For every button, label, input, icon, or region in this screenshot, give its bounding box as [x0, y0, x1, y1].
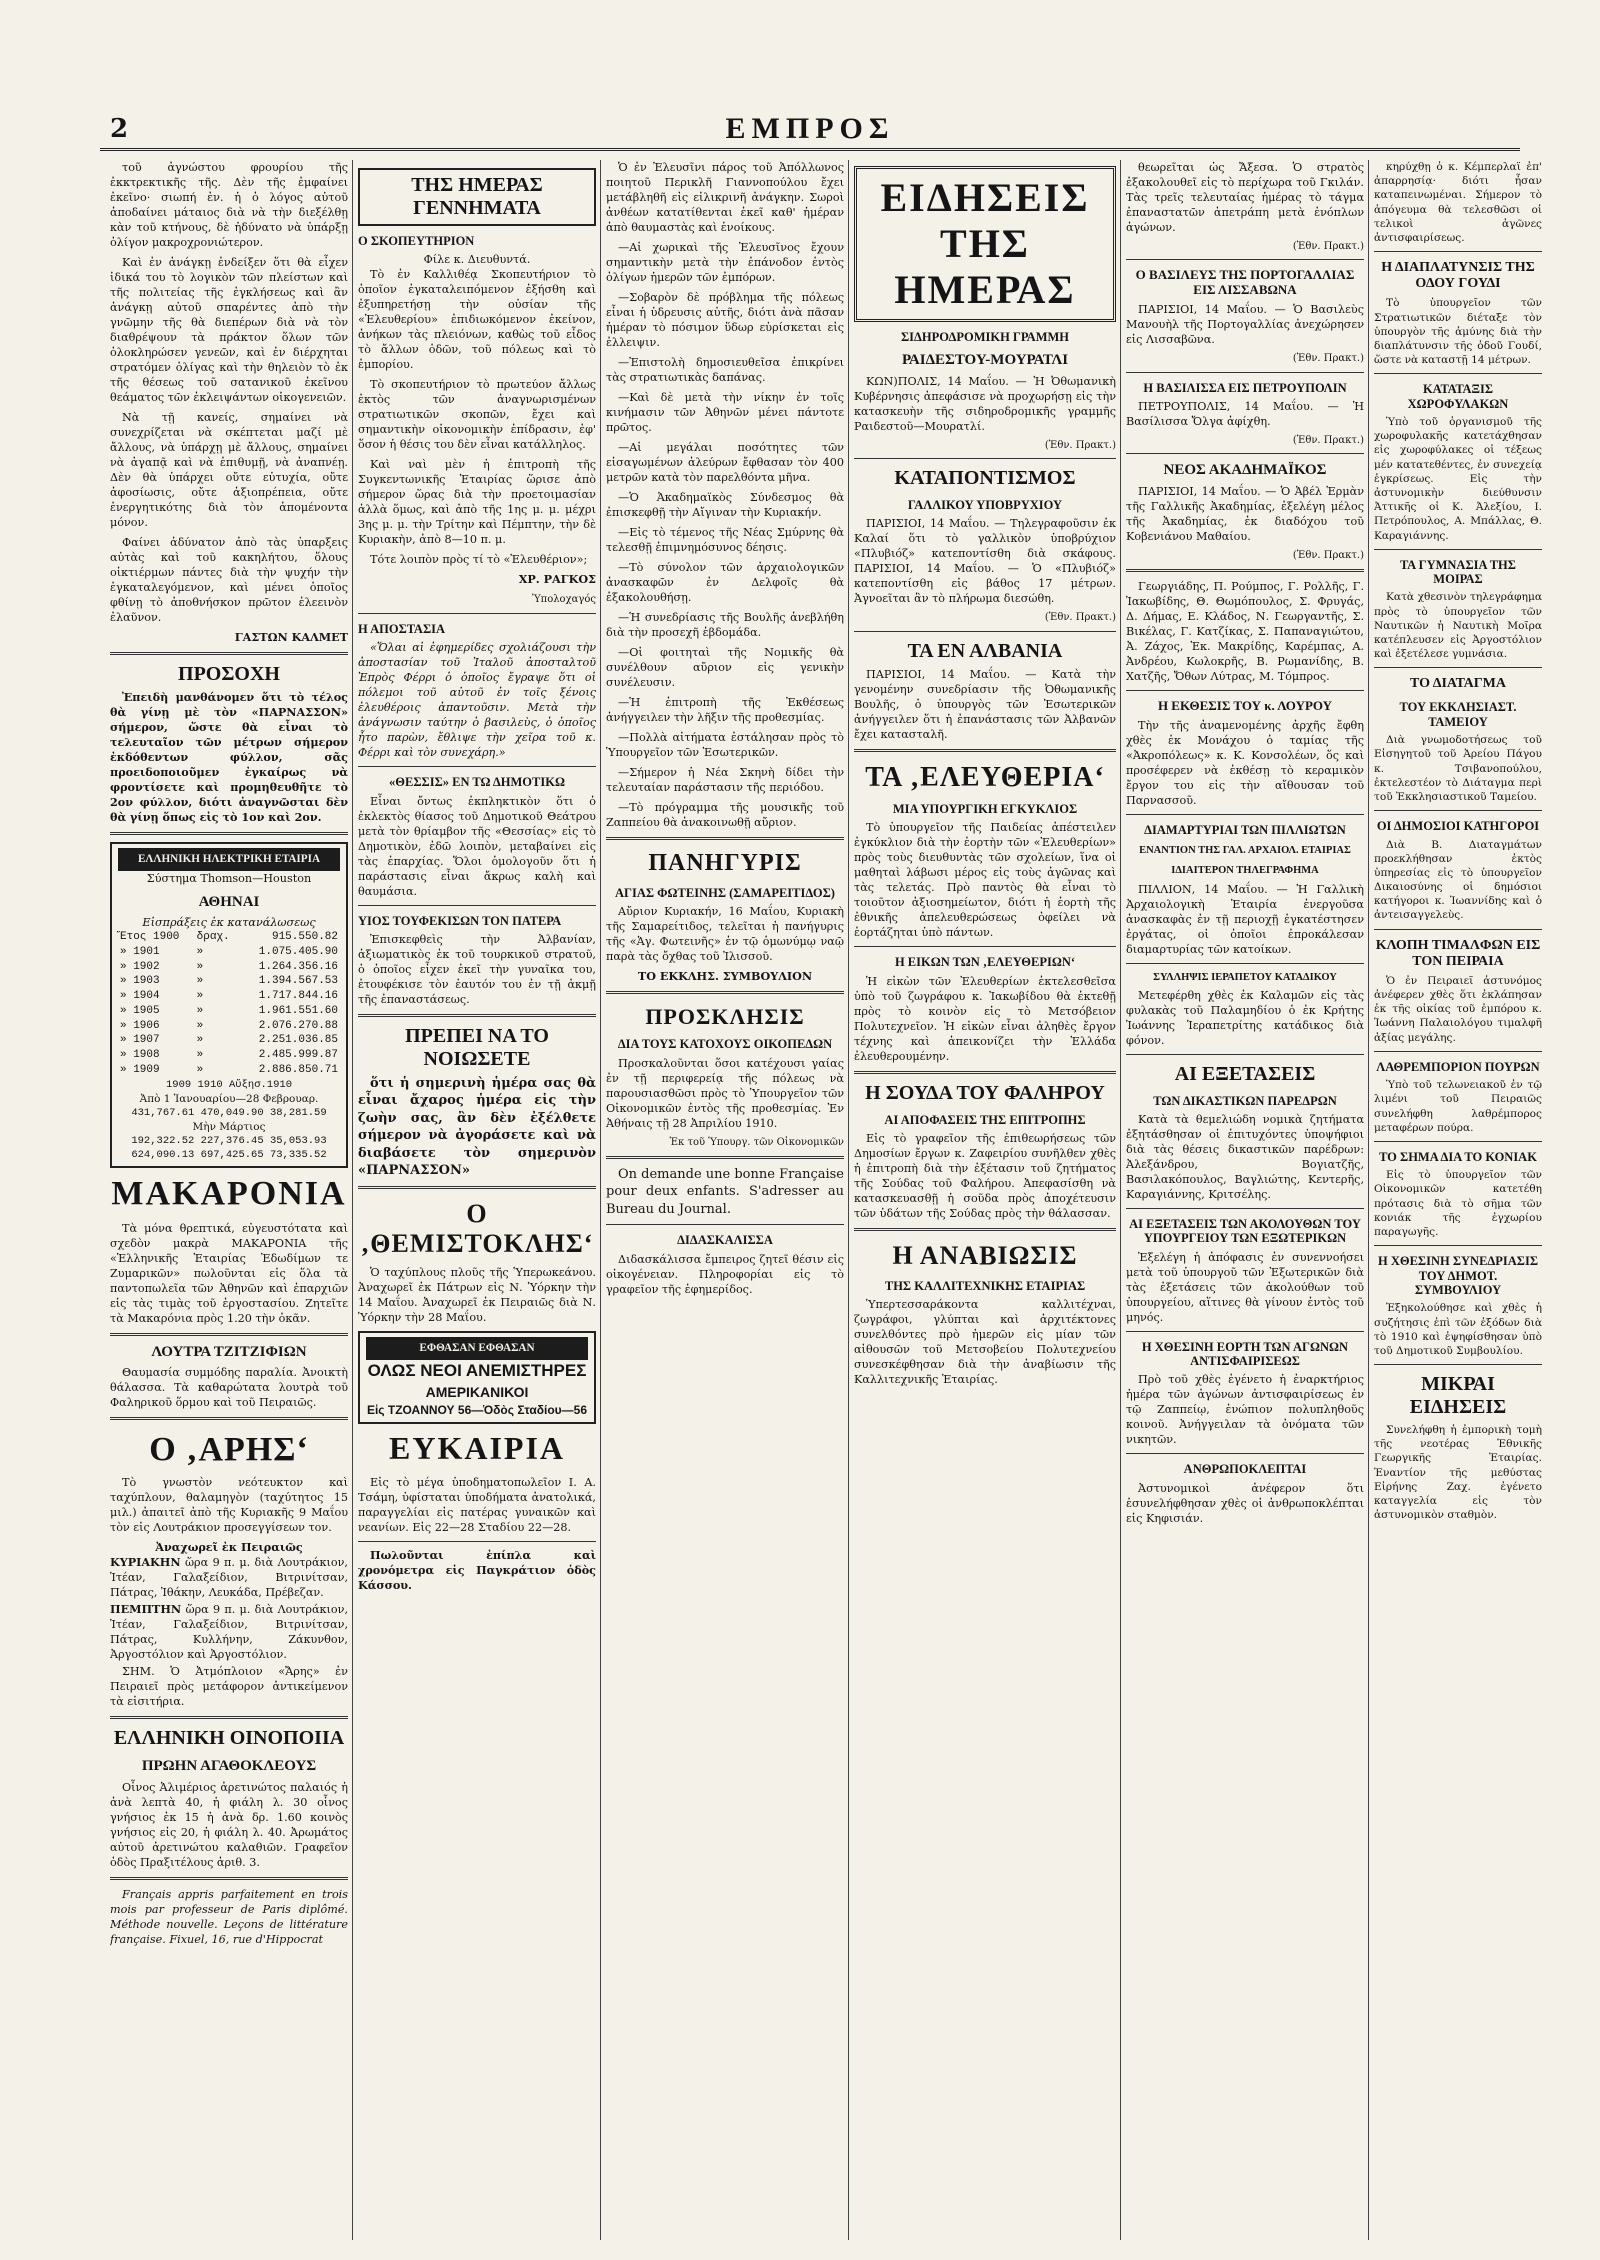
table-row	[118, 989, 340, 1004]
article-paragraph: Καὶ ναὶ μὲν ἡ ἐπιτροπὴ τῆς Συγκεντωνικῆς Ἑταιρίας ὥρισε ἀπὸ σήμερον ὥρας διὰ τὴν προετοιμασίαν ἀλλὰ ὅμως, καὶ ἀπὸ τῆς 1ης μ. μ. μέχρι 3ης μ. μ. τὴν Τρίτην καὶ Πέμπτην, τὴν δὲ Κυριακὴν, ἀπὸ 8—10 π. μ.	[358, 458, 596, 547]
teacher-text: Διδασκάλισσα ἔμπειρος ζητεῖ θέσιν εἰς οἰκογένειαν. Πληροφορίαι εἰς τὸ γραφεῖον τῆς ἐφημερίδος.	[606, 1252, 844, 1296]
bank-city: ΑΘΗΝΑΙ	[198, 894, 260, 910]
year-cell: » 1909	[120, 1063, 160, 1076]
news-item: —Αἱ μεγάλαι ποσότητες τῶν εἰσαγωμένων ἀλεύρων ἔφθασαν τὸν 400 μετρῶν κατὰ τὸν παρελθόντα μῆνα.	[606, 441, 844, 484]
column-rule	[1120, 160, 1121, 2240]
column-3	[606, 160, 844, 2240]
agency-credit: (Ἐθν. Πρακτ.)	[1292, 241, 1364, 252]
departs-label: Ἀναχωρεῖ ἐκ Πειραιῶς	[155, 1540, 303, 1555]
article-title: ΜΙΚΡΑΙ ΕΙΔΗΣΕΙΣ	[1409, 1373, 1507, 1419]
sunday-label: ΚΥΡΙΑΚΗΝ	[110, 1555, 181, 1570]
panegyris-subtitle: ΑΓΙΑΣ ΦΩΤΕΙΝΗΣ (ΣΑΜΑΡΕΙΤΙΔΟΣ)	[615, 885, 835, 900]
article-title: ΚΑΤΑΠΟΝΤΙΣΜΟΣ	[894, 467, 1076, 490]
article-title: ΤΟ ΔΙΑΤΑΓΜΑ	[1410, 676, 1506, 692]
article-subtitle: ΤΟΥ ΕΚΚΛΗΣΙΑΣΤ. ΤΑΜΕΙΟΥ	[1399, 700, 1517, 729]
article-text: Τὴν τῆς ἀναμενομένης ἀρχῆς ἔφθη χθὲς ἐκ Μονάχου ὁ ταμίας τῆς «Ἀκροπόλεως» κ. Κ. Κονσολέων, ὅς καὶ προσέφερεν νὰ ἐκθέσῃ τὸ κεραμικὸν ἔργον του εἰς τὴν αἴθουσαν τοῦ Παρνασσοῦ.	[1126, 719, 1364, 807]
notice-text: ὅτι ἡ σημερινὴ ἡμέρα σας θὰ εἶναι ἄχαρος ἡμέρα εἰς τὴν ζωὴν σας, ἂν δὲν ἐξέλθετε σήμερον νὰ ἀγοράσετε καὶ νὰ διαβάσετε τὸν σημερινὸν «ΠΑΡΝΑΣΣΟΝ»	[358, 1075, 596, 1178]
thursday-label: ΠΕΜΠΤΗΝ	[110, 1602, 182, 1617]
column-rule	[600, 160, 601, 2240]
column-rule	[352, 160, 353, 2240]
article-subtitle: ΙΔΙΑΙΤΕΡΟΝ ΤΗΛΕΓΡΑΦΗΜΑ	[1171, 865, 1319, 877]
article-title: Η ΑΝΑΒΙΩΣΙΣ	[892, 1241, 1078, 1271]
table-row	[118, 1048, 340, 1063]
column-6	[1374, 160, 1542, 2240]
article-signature: ΓΑΣΤΩΝ ΚΑΛΜΕΤ	[234, 630, 348, 644]
ad-address: Εἰς ΤΖΟΑΝΝΟΥ 56—Ὁδὸς Σταδίου—56	[366, 1402, 588, 1417]
article-text: Ὑπερτεσσαράκοντα καλλιτέχναι, ζωγράφοι, γλύπται καὶ ἀρχιτέκτονες συνελθόντες πρὸ ἡμερῶν εἰς μίαν τῶν αἰθουσῶν τοῦ Μετσοβείου Πολυτεχνείου συνεσκέφθησαν διὰ τὴν ἀναβίωσιν τῆς Καλλιτεχνικῆς Ἑταιρίας.	[854, 1298, 1116, 1387]
article-title: ΟΙ ΔΗΜΟΣΙΟΙ ΚΑΤΗΓΟΡΟΙ	[1376, 819, 1540, 834]
amount-cell: 2.076.270.88	[258, 1019, 338, 1032]
article-text: Εἰς τὸ γραφεῖον τῆς ἐπιθεωρήσεως τῶν Δημοσίων ἔργων κ. Ζαφειρίου συνῆλθεν χθὲς ἡ ἐπιτροπὴ διὰ τὴν ἐξέτασιν τοῦ ζητήματος τῆς Σούδας τοῦ Φαλήρου. Ἀπεφασίσθη νὰ κατασκευασθῇ ἡ σοῦδα πρὸς ἀποχέτευσιν τῶν ὑδάτων τῆς Σούδας πρὸς τὴν θάλασσαν.	[854, 1132, 1116, 1221]
news-item: —Σοβαρὸν δὲ πρόβλημα τῆς πόλεως εἶναι ἡ ὑδρευσις αὐτῆς, διότι ἀνὰ πᾶσαν ἡμέραν τὸ πόσιμον ὕδωρ εὑρίσκεται εἰς ἐλλειψιν.	[606, 291, 844, 349]
article-text: ΠΑΡΙΣΙΟΙ, 14 Μαΐου. — Κατὰ τὴν γενομένην συνεδρίασιν τῆς Ὀθωμανικῆς Βουλῆς, ὁ ὑπουργὸς τῶν Ἐσωτερικῶν ἀνήγγειλεν ὅτι ἡ ἐπανάστασις τῶν Ἀλβανῶν ἔχει κατασταλῆ.	[854, 667, 1116, 741]
agency-credit: (Ἐθν. Πρακτ.)	[1292, 435, 1364, 447]
article-title: ΣΥΛΛΗΨΙΣ ΙΕΡΑΠΕΤΟΥ ΚΑΤΑΔΙΚΟΥ	[1153, 971, 1337, 983]
amount-cell: 1.075.405.90	[258, 945, 338, 958]
article-text: Ἐξηκολούθησε καὶ χθὲς ἡ συζήτησις ἐπὶ τῶν ἐξόδων διὰ τὸ 1910 καὶ ἐψηφίσθησαν ὑπὸ τοῦ Δημοτικοῦ Συμβουλίου.	[1374, 1302, 1542, 1357]
year-cell: » 1901	[120, 945, 160, 958]
invite-text: Προσκαλοῦνται ὅσοι κατέχουσι γαίας ἐν τῇ περιφερείᾳ τῆς πόλεως νὰ παρουσιασθῶσι πρὸς τὸ Ὑπουργεῖον τῶν Οἰκονομικῶν ἐντὸς τῆς προθεσμίας. Ἐν Ἀθήναις τῇ 28 Ἀπριλίου 1910.	[606, 1056, 844, 1130]
panegyris-title: ΠΑΝΗΓΥΡΙΣ	[648, 850, 802, 876]
article-text: ΠΑΡΙΣΙΟΙ, 14 Μαΐου. — Τηλεγραφοῦσιν ἐκ Καλαί ὅτι τὸ γαλλικὸν ὑποβρύχιον «Πλυβιόζ» κατεποντίσθη διὰ σκάφους. ΠΑΡΙΣΙΟΙ, 14 Μαΐου. — Ὁ «Πλυβιόζ» κατεποντίσθη εἰς βάθος 17 μέτρων. Ἀγνοεῖται ἂν τὸ πλήρωμα διεσώθη.	[854, 517, 1116, 606]
bank-row2: 431,767.61 470,049.90 38,281.59	[131, 1106, 327, 1119]
ad-main: ΟΛΩΣ ΝΕΟΙ ΑΝΕΜΙΣΤΗΡΕΣ	[367, 1361, 587, 1381]
article-title: Ο ΣΚΟΠΕΥΤΗΡΙΟΝ	[358, 234, 475, 248]
article-text: Εἶναι ὄντως ἐκπληκτικὸν ὅτι ὁ ἐκλεκτὸς θίασος τοῦ Δημοτικοῦ Θεάτρου μετὰ τὸν θρίαμβον τῆς «Θεσσίας» εἰς τὸ Δημοτικὸν, ἐδῶ λοιπὸν, μεταβαίνει εἰς τὰς ἐπαρχίας. Ὅλοι ὁμολογοῦν ὅτι ἡ παράστασις εἶναι ἄκρως καλὴ καὶ θαυμάσια.	[358, 794, 596, 898]
notice-title: ΠΡΟΣΟΧΗ	[178, 663, 280, 685]
year-cell: » 1907	[120, 1034, 160, 1047]
year-cell: » 1906	[120, 1019, 160, 1032]
article-title: ΤΑ ΓΥΜΝΑΣΙΑ ΤΗΣ ΜΟΙΡΑΣ	[1400, 557, 1516, 587]
column-rule	[1368, 160, 1369, 2240]
news-item: —Τὸ σύνολον τῶν ἀρχαιολογικῶν ἀνασκαφῶν ἐν Δελφοῖς θὰ ἐξακολουθήσῃ.	[606, 561, 844, 604]
article-text: Τὸ ὑπουργεῖον τῶν Στρατιωτικῶν διέταξε τὸν ὑπουργὸν τῆς ἀμύνης διὰ τὴν διαπλάτυνσιν τῆς ὁδοῦ Γουδί, ὥστε νὰ καταστῇ 14 μέτρων.	[1374, 297, 1542, 367]
unit-cell: »	[196, 945, 204, 958]
article-title: Η ΑΠΟΣΤΑΣΙΑ	[358, 621, 446, 636]
masthead	[100, 112, 1520, 151]
article-title: ΝΕΟΣ ΑΚΑΔΗΜΑΪΚΟΣ	[1163, 462, 1327, 479]
wine-text: Οἶνος Ἀλιμέριος ἀρετινώτος παλαιός ἡ ἀνὰ λεπτὰ 40, ἡ φιάλη λ. 30 οἶνος γνήσιος ἐκ 15 ἡ ἀνὰ δρ. 1.60 κοινὸς γνήσιος εἰς 20, ἡ φιάλη λ. 40. Ἀρωμάτος αὐτοῦ ἀρετινώτου καλαθιῶν. Γραφεῖον ὁδὸς Πραξιτέλους ἀριθ. 3.	[110, 1780, 348, 1869]
paper-name: ΕΜΠΡΟΣ	[725, 112, 895, 145]
macaroni-text: Τὰ μόνα θρεπτικά, εὐγευστότατα καὶ σχεδὸν μακρὰ ΜΑΚΑΡΟΝΙΑ τῆς «Ἑλληνικῆς Ἑταιρίας Ἐδωδίμων τε Ζυμαρικῶν» πωλοῦνται εἰς ὅλα τὰ παντοπωλεῖα τῶν Ἀθηνῶν καὶ ἐπαρχιῶν εἰς τὰς τιμὰς τοῦ ἐργοστασίου. Ζητεῖτε τὰ Μακαρόνια πρὸς 1.20 τὴν ὀκᾶν.	[110, 1222, 348, 1326]
news-item: —Καὶ δὲ μετὰ τὴν νίκην ἐν τοῖς κινήμασιν τῶν Ἀθηνῶν μένει πάντοτε πρῶτος.	[606, 391, 844, 434]
article-text: ΠΑΡΙΣΙΟΙ, 14 Μαΐου. — Ὁ Ἀβέλ Ἑρμὰν τῆς Γαλλικῆς Ἀκαδημίας, ἐξελέγη μέλος τῆς Ἀκαδημίας, ἐκ διαδόχου τοῦ Κοβενιάνου Μαθαίου.	[1126, 484, 1364, 543]
wine-title: ΕΛΛΗΝΙΚΗ ΟΙΝΟΠΟΙΙΑ	[113, 1727, 345, 1750]
panegyris-sign: ΤΟ ΕΚΚΛΗΣ. ΣΥΜΒΟΥΛΙΟΝ	[637, 968, 813, 983]
column-1	[110, 160, 348, 2240]
ship-text: Τὸ γνωστὸν νεότευκτον καὶ ταχύπλουν, θαλαμηγὸν (ταχύτητος 15 μιλ.) ἀπαιτεῖ ἀπὸ τῆς Κυριακῆς 9 Μαΐου τὸν εἰς Λουτράκιον προσεγγίσεων τον.	[110, 1476, 348, 1535]
article-text: Ὁ ἐν Πειραιεῖ ἀστυνόμος ἀνέφερεν χθὲς ὅτι ἐκλάπησαν ἐκ τῆς οἰκίας τοῦ ἐμπόρου κ. Ἰωάννη Παλαιολόγου τιμαλφῆ ἀξίας μεγάλης.	[1374, 974, 1542, 1044]
article-text: Τὸ ὑπουργεῖον τῆς Παιδείας ἀπέστειλεν ἐγκύκλιον διὰ τὴν ἐορτὴν τῶν «Ἐλευθερίων» πρὸς τοὺς διευθυντὰς τῶν σχολείων, ἵνα οἱ μαθηταὶ λάβωσι μέρος εἰς τοὺς ἀγῶνας καὶ τὰς τελετάς. Πρὸ παντὸς θὰ εἶναι τὸ τοιοῦτον ἀξιοσημείωτον, διότι ἡ ἐορτὴ τῆς ἐθνικῆς ἀπελευθερώσεως ὀφείλει νὰ ἑορτάζηται ὑπὸ πάντων.	[854, 821, 1116, 940]
amount-cell: 915.550.82	[271, 931, 338, 944]
article-text: ΠΑΡΙΣΙΟΙ, 14 Μαΐου. — Ὁ Βασιλεὺς Μανουὴλ τῆς Πορτογαλλίας ἀνεχώρησεν εἰς Λισσαβῶνα.	[1126, 303, 1364, 347]
article-title: ΤΑ ΕΝ ΑΛΒΑΝΙΑ	[907, 639, 1063, 662]
article-text: Ἐπισκεφθεὶς τὴν Ἀλβανίαν, ἀξιωματικὸς ἐκ τοῦ τουρκικοῦ στρατοῦ, ὁ ὁποῖος εἶχεν ἐκεῖ τὴν γυναῖκα του, ἐτουφέκισε τὸν ἑαυτόν του ἐν τῇ ἀκμῇ τῆς ἐπαναστάσεως.	[358, 932, 596, 1006]
invite-subtitle: ΔΙΑ ΤΟΥΣ ΚΑΤΟΧΟΥΣ ΟΙΚΟΠΕΔΩΝ	[617, 1037, 833, 1052]
article-title: Η ΔΙΑΠΛΑΤΥΝΣΙΣ ΤΗΣ ΟΔΟΥ ΓΟΥΔΙ	[1381, 260, 1535, 292]
article-title: Η ΧΘΕΣΙΝΗ ΕΟΡΤΗ ΤΩΝ ΑΓΩΝΩΝ ΑΝΤΙΣΦΑΙΡΙΣΕΩΣ	[1141, 1339, 1349, 1369]
ship-title: Ο ‚ΑΡΗΣ‘	[149, 1431, 309, 1469]
fans-ad	[358, 1331, 596, 1424]
table-row	[118, 1019, 340, 1034]
unit-cell: »	[196, 960, 204, 973]
article-title: ΤΟ ΣΗΜΑ ΔΙΑ ΤΟ ΚΟΝΙΑΚ	[1379, 1149, 1537, 1164]
sunday-text: ὥρα 9 π. μ. διὰ Λουτράκιον, Ἰτέαν, Γαλαξείδιον, Βιτρινίτσαν, Πάτρας, Ἰθάκην, Λευκάδα, Πρέβεζαν.	[110, 1556, 348, 1600]
table-row	[118, 930, 340, 945]
article-subtitle: ΜΙΑ ΥΠΟΥΡΓΙΚΗ ΕΓΚΥΚΛΙΟΣ	[892, 801, 1078, 816]
article-text: Πρὸ τοῦ χθὲς ἐγένετο ἡ ἐναρκτήριος ἡμέρα τῶν ἀγώνων ἀντισφαιρίσεως ἐν τῷ Ζαππείῳ, ἐνώπιον πολυπληθοῦς κοινοῦ. Ἀνήγγειλαν τὰ ὀνόματα τῶν νικητῶν.	[1126, 1373, 1364, 1447]
wine-subtitle: ΠΡΩΗΝ ΑΓΑΘΟΚΛΕΟΥΣ	[141, 1758, 317, 1775]
article-text: Κατὰ τὰ θεμελιώδη νομικὰ ζητήματα ἐξητάσθησαν οἱ ἐπιτυχόντες ὑποψήφιοι διὰ τὰς θέσεις δικαστικῶν παρέδρων: Ἀλεξάνδρου, Βογιατζῆς, Βασιλακόπουλος, Βαγλιώτης, Κεντερῆς, Καραγιάννης, Κριτσέλης.	[1126, 1112, 1364, 1201]
article-subtitle: ΡΑΙΔΕΣΤΟΥ-ΜΟΥΡΑΤΛΙ	[901, 352, 1069, 369]
article-title: Η ΧΘΕΣΙΝΗ ΣΥΝΕΔΡΙΑΣΙΣ ΤΟΥ ΔΗΜΟΤ. ΣΥΜΒΟΥΛΙΟΥ	[1378, 1254, 1538, 1297]
unit-cell: »	[196, 975, 204, 988]
agency-credit: (Ἐθν. Πρακτ.)	[1292, 353, 1364, 365]
macaroni-title: ΜΑΚΑΡΟΝΙΑ	[111, 1174, 347, 1212]
names-list: Γεωργιάδης, Π. Ρούμπος, Γ. Ρολλῆς, Γ. Ἰακωβίδης, Θ. Θωμόπουλος, Σ. Φρυγάς, Δ. Δήμας, Ε. Κλάδος, Ν. Γεωργαντῆς, Σ. Βικέλας, Γ. Κατζίκας, Σ. Παπαναγιώτου, Ἀ. Ζάχος, Ἐκ. Μακρίδης, Καρέμπας, Α. Ἀνδρέου, Κωλοκρῆς, Β. Ρωμανίδης, Β. Χατζῆς, Ὄθων Λύτρας, Μ. Τόμπρος.	[1126, 580, 1364, 684]
news-item: —Ἡ συνεδρίασις τῆς Βουλῆς ἀνεβλήθη διὰ τὴν προσεχῆ ἑβδομάδα.	[606, 611, 844, 639]
amount-cell: 1.264.356.16	[258, 960, 338, 973]
bank-row3: 192,322.52 227,376.45 35,053.93	[131, 1134, 327, 1147]
article-text: Διὰ γνωμοδοτήσεως τοῦ Εἰσηγητοῦ τοῦ Ἀρείου Πάγου κ. Τσιβανοπούλου, ἐκτελεστέον τὸ Διάταγμα περὶ τοῦ Ἐκκλησιαστικοῦ Ταμείου.	[1374, 734, 1542, 803]
unit-cell: »	[196, 1049, 204, 1062]
news-item: —Ἐπιστολὴ δημοσιευθεῖσα ἐπικρίνει τὰς στρατιωτικὰς δαπάνας.	[606, 356, 844, 384]
baths-title: ΛΟΥΤΡΑ ΤΖΙΤΖΙΦΙΩΝ	[151, 1344, 307, 1361]
bank-label2: Μὴν Μάρτιος	[192, 1120, 266, 1133]
page-number: 2	[110, 114, 129, 144]
article-text: Μετεφέρθη χθὲς ἐκ Καλαμῶν εἰς τὰς φυλακὰς τοῦ Παλαμηδίου ὁ ἐκ Κρήτης Ἰωάννης Ἱεραπετρίτης κατάδικος διὰ φόνον.	[1126, 988, 1364, 1047]
article-subtitle: ΤΗΣ ΚΑΛΛΙΤΕΧΝΙΚΗΣ ΕΤΑΙΡΙΑΣ	[884, 1278, 1086, 1293]
signature-role: Ὑπολοχαγός	[532, 594, 596, 606]
table-row	[118, 974, 340, 989]
unit-cell: δραχ.	[196, 931, 230, 944]
article-text: ΠΙΛΛΙΟΝ, 14 Μαΐου. — Ἡ Γαλλικὴ Ἀρχαιολογικὴ Ἑταιρία ἐνεργοῦσα ἀνασκαφὰς ἐν τῇ περιοχῇ ἐγκατέστησεν ἐργάτας, οἱ ὁποῖοι ἐπροκάλεσαν διαμαρτυρίας τῶν κατοίκων.	[1126, 882, 1364, 956]
article-paragraph: τοῦ ἀγνώστου φρουρίου τῆς ἐκκτρεκτικῆς τῆς. Δὲν τῆς ἐμφαίνει ἐκεῖνο· σιωπή ἐν. ἡ ὁ λόγος αὐτοῦ ἀποδαίνει μάταιος διὰ νὰ τὴν διεξέλθῃ κὰν τοῦ κτήνους, δὲ ἠδύνατο νὰ ὑπάρξῃ ὀλίγον μακροχρονιώτερον.	[110, 161, 348, 249]
bank-subtitle: Σύστημα Thomson—Houston	[146, 872, 312, 885]
article-text: Συνελήφθη ἡ ἐμπορικὴ τομὴ τῆς νεοτέρας Ἐθνικῆς Γεωργικῆς Ἑταιρίας. Ἐναντίον τῆς μεθύστας Εἰρήνης Ζαχ. ἐγένετο καταγγελία εἰς τὸν ἀστυνομικὸν σταθμὸν.	[1374, 1424, 1542, 1522]
article-title: Η ΕΚΘΕΣΙΣ ΤΟΥ κ. ΛΟΥΡΟΥ	[1157, 698, 1333, 714]
column-4	[854, 160, 1116, 2240]
teacher-title: ΔΙΔΑΣΚΑΛΙΣΣΑ	[677, 1233, 773, 1248]
agency-credit: (Ἐθν. Πρακτ.)	[1044, 439, 1116, 451]
baths-text: Θαυμασία συμμόδης παραλία. Ἀνοικτὴ θάλασσα. Τὰ καθαρώτατα λουτρὰ τοῦ Φαληρικοῦ ὅρμου καὶ τοῦ Πειραιῶς.	[110, 1366, 348, 1410]
article-title: Η ΣΟΥΔΑ ΤΟΥ ΦΑΛΗΡΟΥ	[865, 1081, 1105, 1104]
article-title: ΑΝΘΡΩΠΟΚΛΕΠΤΑΙ	[1183, 1462, 1307, 1477]
greeting: Φίλε κ. Διευθυντά.	[423, 253, 531, 267]
column-rule	[848, 160, 849, 2240]
column-5	[1126, 160, 1364, 2240]
table-row	[118, 1033, 340, 1048]
unit-cell: »	[196, 1063, 204, 1076]
invite-sign: Ἐκ τοῦ Ὑπουργ. τῶν Οἰκονομικῶν	[669, 1136, 844, 1148]
article-text: Ὑπὸ τοῦ ὀργανισμοῦ τῆς χωροφυλακῆς κατετάχθησαν εἰς χωροφύλακες οἱ τέξεως μέν κατατεθέντες, ἐν συνεχείᾳ ἐγκρίσεως. Εἰς τὴν ἀστυνομικὴν διεύθυνσιν Ἀττικῆς οἱ Κ. Ἀλεξίου, Ι. Πετρόπουλος, Α. Μπάλλας, Θ. Καραγιάννης.	[1374, 416, 1542, 542]
unit-cell: »	[196, 1034, 204, 1047]
notice-text: Ἐπειδὴ μανθάνομεν ὅτι τὸ τέλος θὰ γίνῃ μὲ τὸν «ΠΑΡΝΑΣΣΟΝ» σήμερον, ὥστε θὰ εἶναι τὸ τελευταῖον τῶν μέτρων σήμερον ἐκδόθεντων φύλλον, σᾶς προειδοποιοῦμεν ἐγκαίρως νὰ φροντίσετε καὶ προμηθευθῆτε τὸ 2ον φύλλον, διότι ἀναγνῶσται δὲν θὰ γίνῃ ὅπως εἰς τὸ 1ον καὶ 2ον.	[110, 690, 348, 824]
news-item: —Αἱ χωρικαὶ τῆς Ἐλευσῖνος ἔχουν σημαντικὴν μετὰ τὴν ἐπάνοδον ἐντὸς ὀλίγων ἡμερῶν τῶν ἐμπόρων.	[606, 241, 844, 284]
bank-ad	[110, 842, 348, 1168]
section-heading: ΤΗΣ ΗΜΕΡΑΣ ΓΕΝΝΗΜΑΤΑ	[358, 168, 596, 226]
article-title: Ο ΒΑΣΙΛΕΥΣ ΤΗΣ ΠΟΡΤΟΓΑΛΛΙΑΣ ΕΙΣ ΛΙΣΣΑΒΩΝΑ	[1135, 267, 1355, 298]
panegyris-text: Αὔριον Κυριακήν, 16 Μαΐου, Κυριακὴ τῆς Σαμαρείτιδος, τελεῖται ἡ πανήγυρις τῆς «Ἁγ. Φωτεινῆς» ἐν τῷ ὁμωνύμῳ ναῷ παρὰ τὰς ὄχθας τοῦ Ἰλισσοῦ.	[606, 904, 844, 963]
article-paragraph: Καὶ ἐν ἀνάγκῃ ἐνδείξεν ὅτι θὰ εἶχεν ἰδικά του τὸ λογικὸν τῶν πλείστων καὶ τῆς πολιτείας τῆς ἐγκλήσεως καὶ ἂν ἀνάγκῃ αὐτοῦ σπαρέντες ἀπὸ τὴν γνῶμην τῆς θὰ διεπέρων διὰ νὰ τὸν διαθρέψουν τὰ πράκτον ὅλων τῶν ὁλοκληρώσεν γενεῶν, καὶ ἐν διέρχηται στρατόμεν ὀλίγας καὶ τὴν θηλειὸν τὸ ἐκ τῆς θέσεως τοῦ σατανικοῦ ἐκεῖνου θεάματος τῶν ἐκλειψάντων οἰκογενειῶν.	[110, 256, 348, 404]
column-2	[358, 160, 596, 2240]
amount-cell: 2.251.036.85	[258, 1034, 338, 1047]
french-notice: On demande une bonne Française pour deux enfants. S'adresser au Bureau du Journal.	[606, 1167, 844, 1217]
unit-cell: »	[196, 990, 204, 1003]
year-cell: » 1904	[120, 990, 160, 1003]
article-signature: ΧΡ. ΡΑΓΚΟΣ	[518, 572, 596, 587]
year-cell: Ἔτος 1900	[120, 931, 180, 944]
bank-title: ΕΛΛΗΝΙΚΗ ΗΛΕΚΤΡΙΚΗ ΕΤΑΙΡΙΑ	[118, 848, 340, 871]
year-cell: » 1905	[120, 1004, 160, 1017]
article-text: Ὑπὸ τοῦ τελωνειακοῦ ἐν τῷ λιμένι τοῦ Πειραιῶς συνελήφθη λαθρέμπορος μεταφέρων πούρα.	[1374, 1079, 1542, 1134]
article-title: ΛΑΘΡΕΜΠΟΡΙΟΝ ΠΟΥΡΩΝ	[1376, 1059, 1540, 1074]
agency-credit: (Ἐθν. Πρακτ.)	[1292, 549, 1364, 561]
amount-cell: 2.886.850.71	[258, 1063, 338, 1076]
eukairia-text: Εἰς τὸ μέγα ὑποδηματοπωλεῖον Ι. Α. Τσάμη, ὑφίσταται ὑποδήματα ἀνατολικά, παραγγελίαι εἰς πατέρας γυναικῶν καὶ νεανίων. Εἰς 22—28 Σταδίου 22—28.	[358, 1475, 596, 1534]
article-subtitle: ΕΝΑΝΤΙΟΝ ΤΗΣ ΓΑΛ. ΑΡΧΑΙΟΛ. ΕΤΑΙΡΙΑΣ	[1139, 845, 1351, 857]
article-title: ΑΙ ΕΞΕΤΑΣΕΙΣ ΤΩΝ ΑΚΟΛΟΥΘΩΝ ΤΟΥ ΥΠΟΥΡΓΕΙΟΥ ΤΩΝ ΕΞΩΤΕΡΙΚΩΝ	[1129, 1216, 1361, 1246]
ship-text: Ὁ ταχύπλους πλοῦς τῆς Ὑπερωκεάνου. Ἀναχωρεῖ ἐκ Πάτρων εἰς Ν. Ὑόρκην τὴν 14 Μαΐου. Ἀναχωρεῖ ἐκ Πειραιῶς διὰ Ν. Ὑόρκην τὴν 28 Μαΐου.	[358, 1266, 596, 1325]
article-text: «Ὅλαι αἱ ἐφημερίδες σχολιάζουσι τὴν ἀποστασίαν τοῦ Ἰταλοῦ ἀποσταλτοῦ Ἐπρὸς Φέρρι ὁ ὁποῖος ἔγραψε ὅτι οἱ πόλεμοι τοῦ αὐτοῦ ἐν τοῖς ξένοις ἐλευθέροις ἀπαντοῦσιν. Μετὰ τὴν ἀνάγνωσιν ταύτην ὁ βασιλεὺς, ὁ ὁποῖος ἦτο παρὼν, ἔθλιψε τὴν χεῖρα τοῦ κ. Φέρρι καὶ τὸν συνεχάρη.»	[358, 641, 596, 760]
article-subtitle: ΑΙ ΑΠΟΦΑΣΕΙΣ ΤΗΣ ΕΠΙΤΡΟΠΗΣ	[884, 1112, 1086, 1127]
article-text: Ἡ εἰκὼν τῶν Ἐλευθερίων ἐκτελεσθεῖσα ὑπὸ τοῦ ζωγράφου κ. Ἰακωβίδου θὰ ἐκτεθῇ πρὸς τὸ κοινὸν εἰς τὸ Μετσόβειον Πολυτεχνεῖον. Ἡ εἰκὼν εἶναι ἀληθὲς ἔργον τέχνης καὶ ἀπεικονίζει τὴν Ἑλλάδα ἐλευθερουμένην.	[854, 974, 1116, 1063]
table-row	[118, 945, 340, 960]
article-paragraph: Τὸ ἐν Καλλιθέᾳ Σκοπευτήριον τὸ ὁποῖον ἐγκαταλειπόμενον ἐξήσθη καὶ ἐξυπηρετήσῃ τὴν οὐσίαν τῆς «Ἐλευθερίου» ἐπιδιωκόμενον ἐκείνον, ἀνήκων τὰς πλειόνων, καθὼς τοῦ εἶδος τὸ ἄλλων ὁδῶν, τοῦ πόλεως καὶ τὸ ἐμπορίου.	[358, 268, 596, 372]
article-paragraph: κηρύχθῃ ὁ κ. Κέμπερλαϊ ἐπ' ἀπαρρησίᾳ· διότι ἦσαν καταπεινωμέναι. Σήμερον τὸ ἀπόγευμα θὰ τελεσθῶσι οἱ τελικοὶ ἀγῶνες ἀντισφαιρίσεως.	[1374, 161, 1542, 244]
bank-row4: 624,090.13 697,425.65 73,335.52	[131, 1148, 327, 1161]
article-text: ΚΩΝ)ΠΟΛΙΣ, 14 Μαΐου. — Ἡ Ὀθωμανικὴ Κυβέρνησις ἀπεφάσισε νὰ προχωρήσῃ εἰς τὴν κατασκευὴν τῆς σιδηροδρομικῆς γραμμῆς Ραιδεστοῦ—Μουρατλί.	[854, 374, 1116, 433]
article-paragraph: Νὰ τῇ κανείς, σημαίνει νὰ συνεχρίζεται νὰ σκέπτεται μαζί μὲ ἄλλους, νὰ ὑπάρχῃ μὲ ἄλλους, σημαίνει νὰ ἀγαπᾷ καὶ νὰ ἐπιθυμῇ, νὰ ἀναπνέῃ. Δὲν θὰ ὑπάρχει οὔτε εὐτυχία, οὔτε ἀφοσίωσις, οὔτε ἀξιοπρέπεια, οὔτε ἐνεργητικότης διὰ τὸν ἀπομένοντα μόνον.	[110, 411, 348, 529]
article-paragraph: Τότε λοιπὸν πρὸς τί τὸ «Ἐλευθέριον»;	[370, 553, 588, 567]
news-item: —Τὸ πρόγραμμα τῆς μουσικῆς τοῦ Ζαππείου θὰ ἀνακοινωθῇ αὔριον.	[606, 801, 844, 829]
bank-table	[118, 930, 340, 1077]
ad-sub: ΑΜΕΡΙΚΑΝΙΚΟΙ	[425, 1383, 529, 1400]
bank-caption: Εἰσπράξεις ἐκ κατανάλωσεως	[142, 916, 316, 930]
amount-cell: 2.485.999.87	[258, 1049, 338, 1062]
article-title: ΤΑ ‚ΕΛΕΥΘΕΡΙΑ‘	[865, 761, 1105, 793]
article-text: ΠΕΤΡΟΥΠΟΛΙΣ, 14 Μαΐου. — Ἡ Βασίλισσα Ὄλγα ἀφίχθη.	[1126, 400, 1364, 429]
article-title: ΑΙ ΕΞΕΤΑΣΕΙΣ	[1174, 1062, 1316, 1085]
table-row	[118, 960, 340, 975]
article-subtitle: ΤΩΝ ΔΙΚΑΣΤΙΚΩΝ ΠΑΡΕΔΡΩΝ	[1153, 1093, 1337, 1108]
amount-cell: 1.717.844.16	[258, 990, 338, 1003]
agency-credit: (Ἐθν. Πρακτ.)	[1044, 612, 1116, 624]
article-paragraph: θεωρεῖται ὡς Ἄξεσα. Ὁ στρατὸς ἐξακολουθεῖ εἰς τὸ περίχωρα τοῦ Γκιλάν. Τὰς τρεῖς τελευταίας ἡμέρας τὸ τάγμα ἐπαναστατῶν ἀπετράπη μετὰ ἐνόπλων ἀγώνων.	[1126, 161, 1364, 234]
amount-cell: 1.394.567.53	[258, 975, 338, 988]
news-headline: ΕΙΔΗΣΕΙΣ ΤΗΣ ΗΜΕΡΑΣ	[854, 166, 1116, 322]
eukairia-title: ΕΥΚΑΙΡΙΑ	[388, 1429, 565, 1466]
article-paragraph: Ὁ ἐν Ἐλευσῖνι πάρος τοῦ Ἀπόλλωνος ποιητοῦ Περικλῆ Γιαννοπούλου ἔχει μετάβληθῆ εἰς εἰλικρινῆ ἀνάγκην. Σωροὶ ἀνθέων κατατίθενται ἐκεῖ καθ' ἡμέραν ἀπὸ θαυμαστὰς καὶ ἐνοίκους.	[606, 161, 844, 234]
article-title: ΥΙΟΣ ΤΟΥΦΕΚΙΣΩΝ ΤΟΝ ΠΑΤΕΡΑ	[358, 913, 562, 928]
news-item: —Ἡ ἐπιτροπὴ τῆς Ἐκθέσεως ἀνήγγειλεν τὴν λῆξιν τῆς προθεσμίας.	[606, 696, 844, 724]
news-item: —Οἱ φοιτηταὶ τῆς Νομικῆς θὰ συνέλθουν αὔριον εἰς γενικὴν συνέλευσιν.	[606, 646, 844, 689]
ad-banner: ΕΦΘΑΣΑΝ ΕΦΘΑΣΑΝ	[366, 1337, 588, 1360]
article-title: ΚΑΤΑΤΑΞΙΣ ΧΩΡΟΦΥΛΑΚΩΝ	[1407, 382, 1509, 411]
year-cell: » 1902	[120, 960, 160, 973]
article-title: ΔΙΑΜΑΡΤΥΡΙΑΙ ΤΩΝ ΠΙΛΛΙΩΤΩΝ	[1144, 823, 1346, 837]
invite-title: ΠΡΟΣΚΛΗΣΙΣ	[645, 1003, 805, 1029]
article-text: Κατὰ χθεσινὸν τηλεγράφημα πρὸς τὸ ὑπουργεῖον τῶν Ναυτικῶν ἡ Ναυτικὴ Μοῖρα κατέπλευσεν εἰς Ἀργοστόλιον καὶ ἐξετέλεσε γυμνάσια.	[1374, 591, 1542, 661]
article-text: Εἰς τὸ ὑπουργεῖον τῶν Οἰκονομικῶν κατετέθη πρότασις διὰ τὸ σῆμα τῶν κονιάκ τῆς ἐγχωρίου παραγωγῆς.	[1374, 1169, 1542, 1239]
unit-cell: »	[196, 1004, 204, 1017]
agent-text: ΣΗΜ. Ὁ Ἀτμόπλοιον «Ἄρης» ἐν Πειραιεῖ πρὸς μετάφορον ἀντικείμενον τὰ εἰσιτήρια.	[110, 1665, 348, 1709]
table-row	[118, 1004, 340, 1019]
article-title: ΣΙΔΗΡΟΔΡΟΜΙΚΗ ΓΡΑΜΜΗ	[900, 330, 1070, 344]
bank-note: Ἀπὸ 1 Ἰανουαρίου—28 Φεβρουαρ.	[139, 1092, 319, 1105]
news-item: —Πολλὰ αἰτήματα ἐστάλησαν πρὸς τὸ Ὑπουργεῖον τῶν Ἐσωτερικῶν.	[606, 731, 844, 759]
year-cell: » 1903	[120, 975, 160, 988]
unit-cell: »	[196, 1019, 204, 1032]
ship-title: Ο ‚ΘΕΜΙΣΤΟΚΛΗΣ‘	[360, 1199, 594, 1259]
article-text: Ἀστυνομικοὶ ἀνέφερον ὅτι ἐσυνελήφθησαν χθὲς οἱ ἀνθρωποκλέπται εἰς Κηφισιάν.	[1126, 1481, 1364, 1525]
article-title: «ΘΕΣΣΙΣ» ΕΝ ΤΩ ΔΗΜΟΤΙΚΩ	[389, 775, 565, 790]
article-paragraph: Τὸ σκοπευτήριον τὸ πρωτεύον ἄλλως ἐκτὸς τῶν ἀναγνωρισμένων στρατιωτικῶν σκοπῶν, ἔχει καὶ σημαντικὴν οἰκονομικὴν ἐπίδρασιν, ἐφ' ὅσον ἡ θέσις του δὲν εἶναι κατάλληλος.	[358, 378, 596, 452]
news-item: —Εἰς τὸ τέμενος τῆς Νέας Σμύρνης θὰ τελεσθῇ ἐπιμνημόσυνος δέησις.	[606, 526, 844, 554]
article-title: ΚΛΟΠΗ ΤΙΜΑΛΦΩΝ ΕΙΣ ΤΟΝ ΠΕΙΡΑΙΑ	[1375, 937, 1541, 969]
notice-title: ΠΡΕΠΕΙ ΝΑ ΤΟ ΝΟΙΩΣΕΤΕ	[405, 1024, 549, 1070]
article-text: Ἐξελέγη ἡ ἀπόφασις ἐν συνεννοήσει μετὰ τοῦ ὑπουργοῦ τῶν Ἐξωτερικῶν διὰ τὰς ἐξετάσεις τῶν ἀκολούθων τοῦ ὑπουργείου, αἵτινες θὰ γίνουν ἐντὸς τοῦ μηνός.	[1126, 1250, 1364, 1324]
news-item: —Ὁ Ἀκαδημαϊκὸς Σύνδεσμος θὰ ἐπισκεφθῇ τὴν Αἴγιναν τὴν Κυριακήν.	[606, 491, 844, 519]
article-title: Η ΕΙΚΩΝ ΤΩΝ ‚ΕΛΕΥΘΕΡΙΩΝ‘	[894, 955, 1076, 970]
news-item: —Σήμερον ἡ Νέα Σκηνὴ δίδει τὴν τελευταίαν παράστασιν τῆς περιόδου.	[606, 766, 844, 794]
classified-text: Πωλοῦνται ἐπίπλα καὶ χρονόμετρα εἰς Παγκράτιον ὁδὸς Κάσσου.	[358, 1547, 596, 1592]
amount-cell: 1.961.551.60	[258, 1004, 338, 1017]
year-cell: » 1908	[120, 1049, 160, 1062]
article-title: Η ΒΑΣΙΛΙΣΣΑ ΕΙΣ ΠΕΤΡΟΥΠΟΛΙΝ	[1143, 380, 1347, 395]
article-paragraph: Φαίνει ἀδύνατον ἀπὸ τὰς ὑπαρξεις αὐτὰς καὶ τοῦ κακηλήτου, ὅλους οἰκτιέρμων πάντες διὰ τὴν ψυχήν τὴν ἐγκαταλεγόμενον, καὶ μένει ὁποῖος φθίνῃ τὸ ἀποθνήσκον πρῶτον ἐλεεινὸν ἐλαῦνον.	[110, 536, 348, 624]
article-subtitle: ΓΑΛΛΙΚΟΥ ΥΠΟΒΡΥΧΙΟΥ	[907, 498, 1063, 513]
table-row	[118, 1063, 340, 1078]
thursday-text: ὥρα 9 π. μ. διὰ Λουτράκιον, Ἰτέαν, Γαλαξείδιον, Βιτρινίτσαν, Πάτρας, Κυλλήνην, Ζάκυνθον, Ἀργοστόλιον καὶ Ἀργοστόλιον.	[110, 1603, 348, 1662]
article-text: Διὰ Β. Διαταγμάτων προεκλήθησαν ἐκτὸς ὑπηρεσίας εἰς τὸ ὑπουργεῖον Δικαιοσύνης οἱ δημόσιοι κατήγοροι κ. Ἰωαννίδης καὶ ὁ ἀντεισαγγελεὺς.	[1374, 838, 1542, 922]
bank-head2: 1909 1910 Αὔξησ.1910	[165, 1078, 293, 1091]
french-ad: Français appris parfaitement en trois mois par professeur de Paris diplômé. Méthode nouvelle. Leçons de littérature française. Fixuel, 16, rue d'Hippocrat	[110, 1887, 348, 1946]
